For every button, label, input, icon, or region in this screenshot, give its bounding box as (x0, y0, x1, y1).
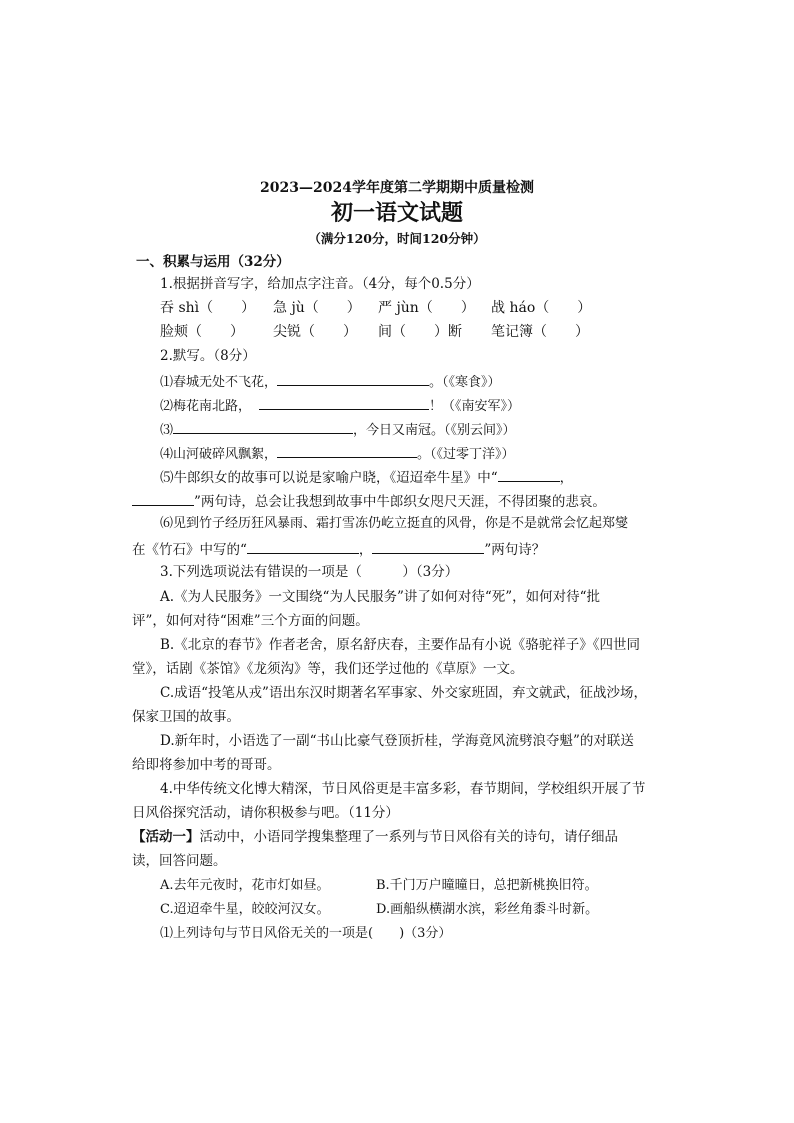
recitation-line (132, 490, 606, 512)
question-2-stem: 2.默写。（8分） (160, 348, 256, 364)
poem-option-b: B.千门万户曈曈日，总把新桃换旧符。 (376, 878, 598, 893)
recitation-prompt: ⑴春城无处不飞花， (160, 375, 278, 390)
pinyin-item: 急 jù（ ） (273, 300, 361, 316)
sub-question-1: ⑴上列诗句与节日风俗无关的一项是( )（3分） (160, 926, 452, 941)
recitation-prompt: 在《竹石》中写的“ (132, 542, 247, 558)
option-a-line-1: A.《为人民服务》一文围绕“为人民服务”讲了如何对待“死”，如何对待“批 (160, 589, 601, 605)
question-4-stem-line-1: 4.中华传统文化博大精深，节日风俗更是丰富多彩，春节期间，学校组织开展了节 (160, 781, 646, 797)
poem-option-d: D.画船纵横湖水滨，彩丝角黍斗时新。 (376, 902, 599, 917)
recitation-line: ⑹见到竹子经历狂风暴雨、霜打雪冻仍屹立挺直的风骨，你是不是就常会忆起郑燮 (160, 516, 629, 531)
section-heading: 一、积累与运用（32分） (136, 254, 290, 270)
activity-one-intro-cont: 读，回答问题。 (132, 853, 227, 869)
recitation-continuation: ”两句诗，总会让我想到故事中牛郎织女咫尺天涯，不得团聚的悲哀。 (194, 494, 606, 510)
activity-text: 活动中，小语同学搜集整理了一系列与节日风俗有关的诗句，请仔细品 (199, 829, 618, 845)
answer-blank[interactable] (173, 418, 353, 434)
recitation-prompt: ⑵梅花南北路， (160, 399, 252, 414)
option-c-line-2: 保家卫国的故事。 (132, 709, 240, 725)
recitation-source: 。（《寒食》） (429, 375, 501, 390)
phonetic-item: 笔记簿（ ） (491, 324, 589, 340)
recitation-prompt: ⑷山河破碎风飘絮， (160, 447, 278, 462)
activity-one-intro (132, 827, 618, 847)
recitation-prompt: ⑶ (160, 423, 174, 438)
recitation-source: ”两句诗？ (484, 542, 546, 558)
poem-option-a: A.去年元夜时，花市灯如昼。 (160, 878, 330, 893)
question-4-stem-line-2: 日风俗探究活动，请你积极参与吧。（11分） (132, 805, 399, 821)
pinyin-item: 严 jùn（ ） (378, 300, 475, 316)
poem-option-c: C.迢迢牵牛星，皎皎河汉女。 (160, 902, 330, 917)
pinyin-item: 战 háo（ ） (491, 300, 592, 316)
option-d-line-1: D.新年时，小语选了一副“书山比豪气登顶折桂，学海竟风流劈浪夺魁”的对联送 (160, 733, 634, 749)
recitation-line (160, 394, 520, 417)
activity-label: 【活动一】 (132, 829, 200, 845)
answer-blank[interactable] (498, 466, 560, 482)
recitation-line (160, 466, 573, 488)
answer-blank[interactable] (277, 442, 417, 458)
recitation-line (160, 370, 501, 393)
option-d-line-2: 给即将参加中考的哥哥。 (132, 757, 281, 773)
phonetic-item: 尖锐（ ） (273, 324, 357, 340)
pinyin-item: 吞 shì（ ） (160, 300, 256, 316)
recitation-line (160, 418, 516, 441)
recitation-line (132, 538, 545, 560)
option-b-line-2: 堂》，话剧《茶馆》《龙须沟》等，我们还学过他的《草原》一文。 (132, 661, 524, 677)
answer-blank[interactable] (277, 370, 429, 386)
comma: ， (559, 470, 574, 486)
answer-blank[interactable] (247, 538, 359, 554)
option-c-line-1: C.成语“投笔从戎”语出东汉时期著名军事家、外交家班固，弃文就武，征战沙场， (160, 685, 647, 701)
recitation-line (160, 442, 515, 465)
option-b-line-1: B.《北京的春节》作者老舍，原名舒庆春，主要作品有小说《骆驼祥子》《四世同 (160, 637, 640, 653)
option-a-line-2: 评”，如何对待“困难”三个方面的问题。 (132, 613, 369, 629)
recitation-prompt: ⑸牛郎织女的故事可以说是家喻户晓，《迢迢牵牛星》中“ (160, 470, 498, 486)
question-1-stem: 1.根据拼音写字，给加点字注音。（4分，每个0.5分） (160, 276, 480, 292)
exam-meta: （满分120分，时间120分钟） (308, 231, 486, 246)
exam-term-heading: 2023—2024学年度第二学期期中质量检测 (260, 180, 534, 196)
answer-blank[interactable] (259, 394, 429, 410)
comma: ， (358, 542, 373, 558)
phonetic-item: 间（ ）断 (378, 324, 462, 340)
recitation-source: ！（《南安军》） (429, 399, 521, 414)
question-3-stem: 3.下列选项说法有错误的一项是（ ）（3分） (160, 564, 459, 580)
recitation-source: ，今日又南冠。（《别云间》） (353, 423, 516, 438)
phonetic-item: 脸颊（ ） (160, 324, 244, 340)
page-title: 初一语文试题 (330, 200, 463, 226)
recitation-source: 。（《过零丁洋》） (417, 447, 515, 462)
answer-blank[interactable] (132, 490, 194, 506)
answer-blank[interactable] (372, 538, 484, 554)
